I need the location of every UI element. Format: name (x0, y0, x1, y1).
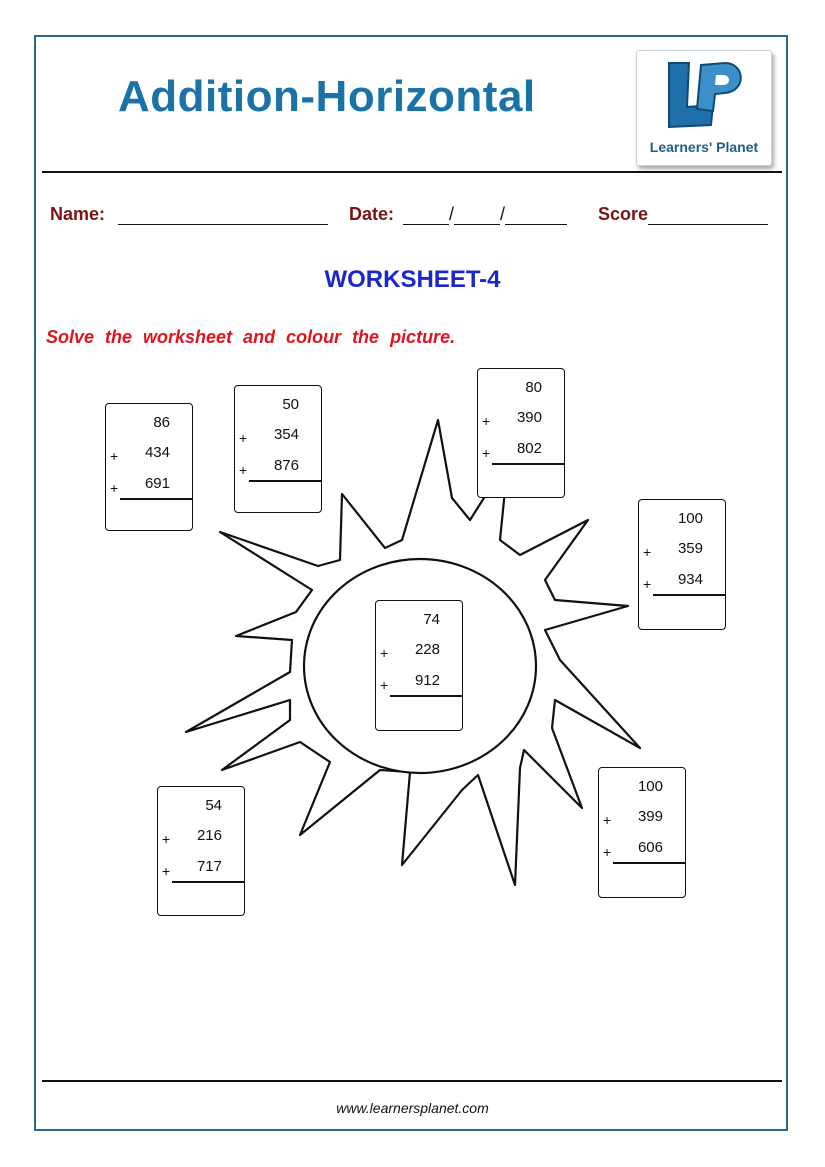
addend-3: 606 (637, 839, 663, 856)
problem-box-1[interactable] (105, 403, 193, 531)
addend-3: 717 (196, 858, 222, 875)
plus-sign: + (162, 831, 171, 847)
plus-sign: + (110, 480, 119, 496)
addend-1: 100 (677, 510, 703, 527)
plus-sign: + (110, 448, 119, 464)
instruction-text: Solve the worksheet and colour the picture. (46, 327, 456, 347)
answer-line (390, 695, 462, 697)
logo-text: Learners' Planet (649, 139, 759, 155)
plus-sign: + (482, 445, 491, 461)
addend-2: 354 (273, 426, 299, 443)
problem-box-5[interactable] (375, 600, 463, 731)
addend-1: 54 (205, 797, 222, 814)
problem-box-4[interactable] (638, 499, 726, 630)
footer-divider (42, 1080, 782, 1082)
plus-sign: + (603, 844, 612, 860)
date-slash-2: / (500, 204, 506, 224)
answer-line (249, 480, 321, 482)
plus-sign: + (482, 413, 491, 429)
problem-box-7[interactable] (598, 767, 686, 898)
addend-2: 228 (414, 641, 440, 658)
plus-sign: + (380, 677, 389, 693)
addend-3: 912 (414, 672, 440, 689)
plus-sign: + (239, 430, 248, 446)
addend-2: 390 (516, 409, 542, 426)
answer-line (120, 498, 192, 500)
plus-sign: + (239, 462, 248, 478)
answer-line (653, 594, 725, 596)
problem-box-2[interactable] (234, 385, 322, 513)
addend-3: 876 (273, 457, 299, 474)
problem-box-6[interactable] (157, 786, 245, 916)
score-label: Score (598, 204, 649, 224)
date-label: Date: (349, 204, 395, 224)
plus-sign: + (603, 812, 612, 828)
addend-2: 434 (144, 444, 170, 461)
addend-1: 80 (525, 379, 542, 396)
addend-3: 691 (144, 475, 170, 492)
footer-url[interactable]: www.learnersplanet.com (336, 1100, 489, 1116)
addend-1: 74 (423, 611, 440, 628)
date-slash-1: / (449, 204, 455, 224)
addend-3: 802 (516, 440, 542, 457)
plus-sign: + (643, 544, 652, 560)
addend-2: 359 (677, 540, 703, 557)
addend-1: 50 (282, 396, 299, 413)
plus-sign: + (162, 863, 171, 879)
addend-3: 934 (677, 571, 703, 588)
plus-sign: + (380, 645, 389, 661)
plus-sign: + (643, 576, 652, 592)
answer-line (613, 862, 685, 864)
addend-1: 86 (153, 414, 170, 431)
answer-line (172, 881, 244, 883)
addend-2: 216 (196, 827, 222, 844)
problem-box-3[interactable] (477, 368, 565, 498)
name-label: Name: (50, 204, 106, 224)
answer-line (492, 463, 564, 465)
addend-2: 399 (637, 808, 663, 825)
worksheet-title: WORKSHEET-4 (324, 266, 501, 293)
addend-1: 100 (637, 778, 663, 795)
page-title: Addition-Horizontal (118, 72, 536, 121)
